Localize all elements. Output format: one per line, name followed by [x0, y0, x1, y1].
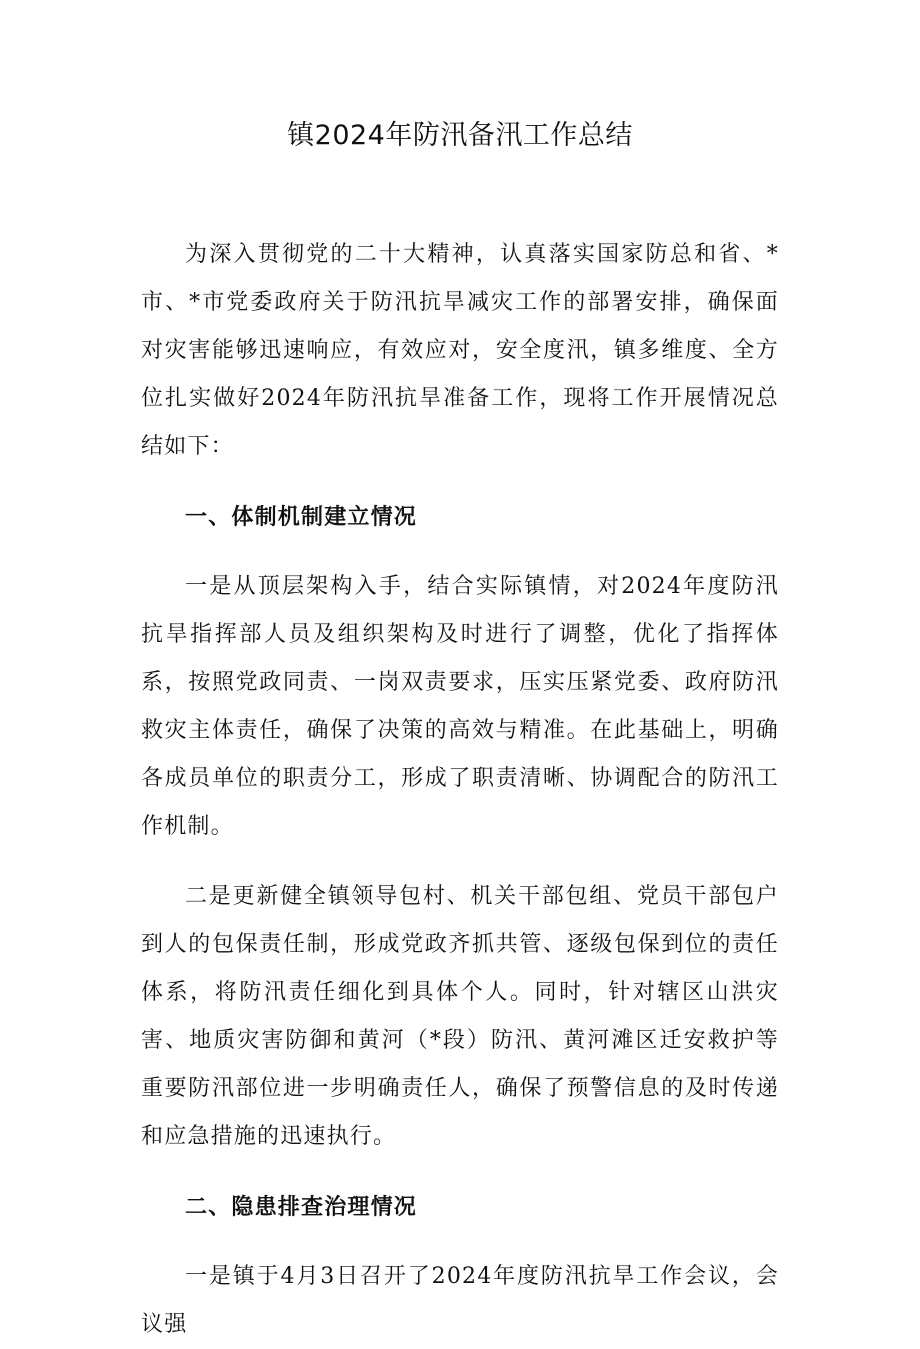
spacer — [141, 471, 779, 493]
document-title: 镇2024年防汛备汛工作总结 — [287, 120, 633, 151]
spacer — [141, 1231, 779, 1253]
document-body — [141, 231, 779, 1349]
intro-paragraph: 为深入贯彻党的二十大精神，认真落实国家防总和省、*市、*市党委政府关于防汛抗旱减灾工作的部署安排，确保面对灾害能够迅速响应，有效应对，安全度汛，镇多维度、全方位扎实做好2024年防汛抗旱准备工作，现将工作开展情况总结如下： — [141, 242, 779, 459]
spacer — [141, 541, 779, 563]
spacer — [141, 851, 779, 873]
section-1-paragraph-1: 一是从顶层架构入手，结合实际镇情，对2024年度防汛抗旱指挥部人员及组织架构及时进行了调整，优化了指挥体系，按照党政同责、一岗双责要求，压实压紧党委、政府防汛救灾主体责任，确保了决策的高效与精准。在此基础上，明确各成员单位的职责分工，形成了职责清晰、协调配合的防汛工作机制。 — [141, 574, 779, 839]
section-heading-1: 一、体制机制建立情况 — [185, 504, 418, 530]
section-2-paragraph-1: 一是镇于4月3日召开了2024年度防汛抗旱工作会议，会议强 — [141, 1264, 779, 1337]
spacer — [141, 1161, 779, 1183]
section-heading-2: 二、隐患排查治理情况 — [185, 1194, 418, 1220]
section-1-paragraph-2: 二是更新健全镇领导包村、机关干部包组、党员干部包户到人的包保责任制，形成党政齐抓共管、逐级包保到位的责任体系，将防汛责任细化到具体个人。同时，针对辖区山洪灾害、地质灾害防御和黄河（*段）防汛、黄河滩区迁安救护等重要防汛部位进一步明确责任人，确保了预警信息的及时传递和应急措施的迅速执行。 — [141, 884, 779, 1149]
